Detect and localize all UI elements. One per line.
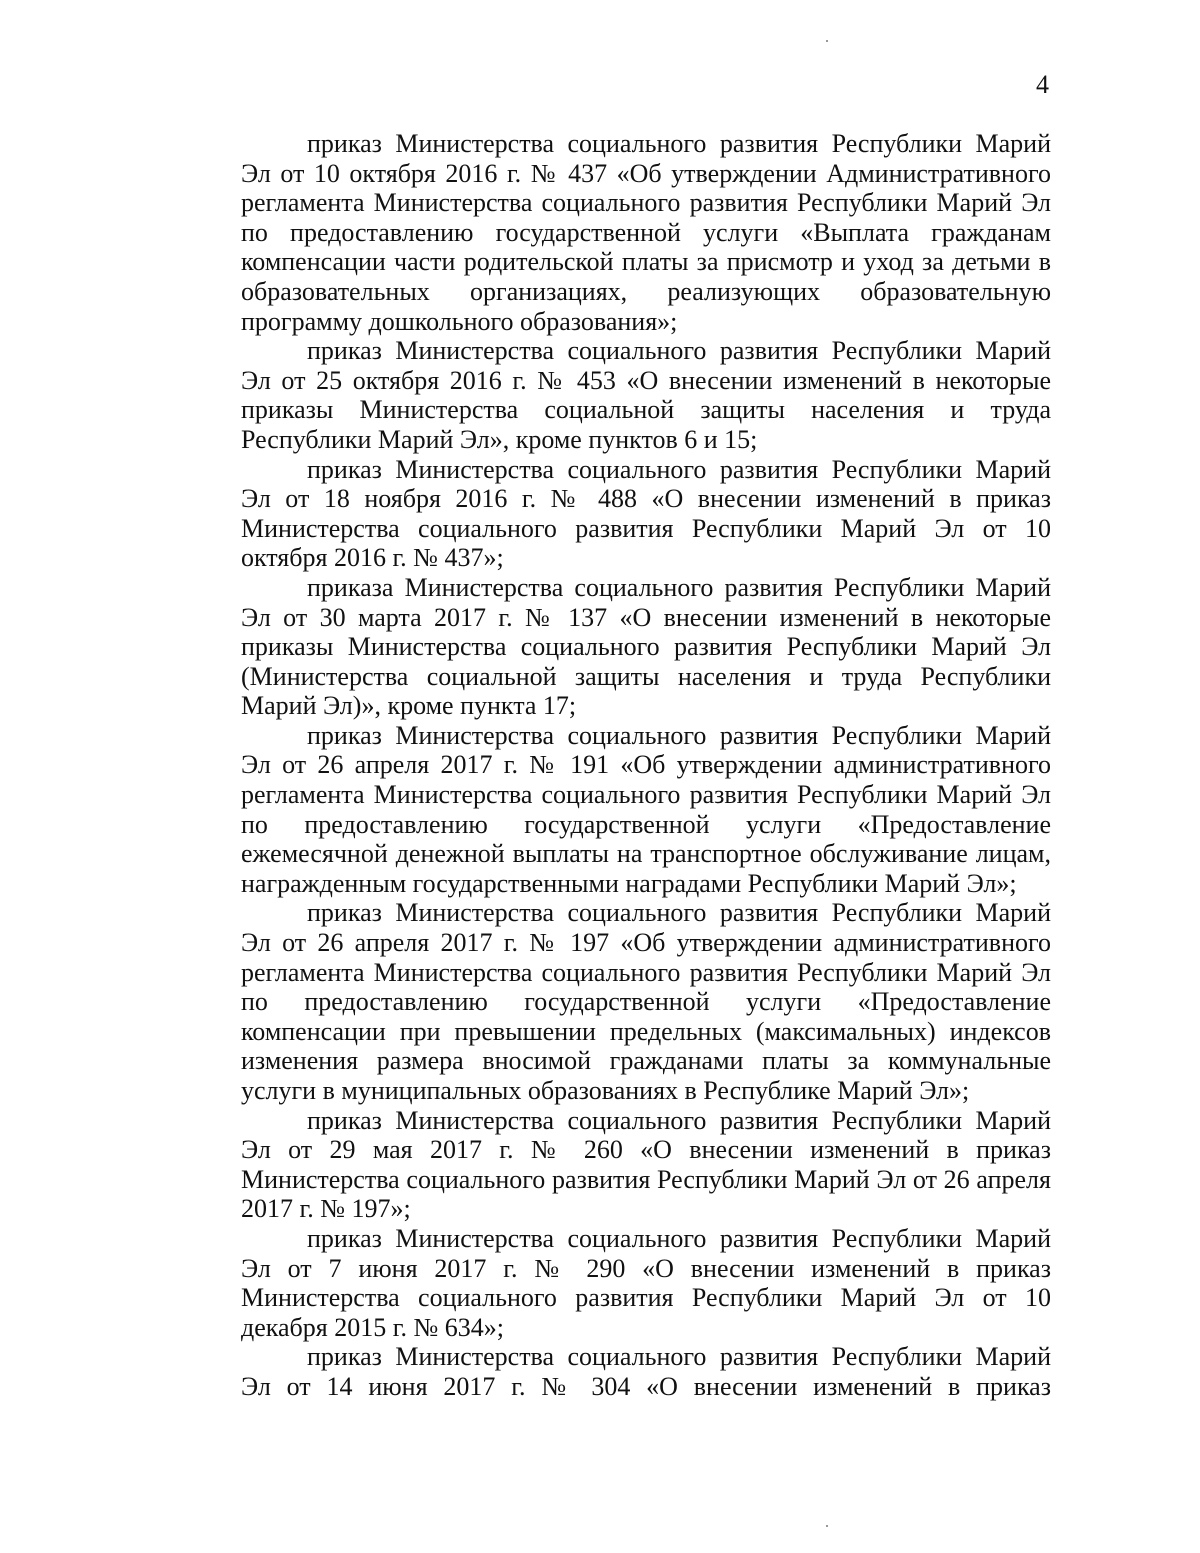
paragraph-order-137: приказа Министерства социального развития Республики Марий Эл от 30 марта 2017 г. № 137 «О внесении изменений в некоторые приказы Министерства социального развития Республики Марий Эл (Министерства социальной защиты населения и труда Республики Марий Эл)», кроме пункта 17; [241,572,1051,721]
page-number: 4 [1036,70,1049,99]
scan-speck [826,1525,828,1527]
paragraph-order-191: приказ Министерства социального развития Республики Марий Эл от 26 апреля 2017 г. № 191 «Об утверждении административного регламента Министерства социального развития Республики Марий Эл по предоставлению государственной услуги «Предоставление ежемесячной денежной выплаты на транспортное обслуживание лицам, награжденным государственными наградами Республики Марий Эл»; [241,720,1051,898]
scan-speck [826,40,828,42]
paragraph-order-304: приказ Министерства социального развития Республики Марий Эл от 14 июня 2017 г. № 304 «О внесении изменений в приказ [241,1342,1051,1401]
paragraph-order-290: приказ Министерства социального развития Республики Марий Эл от 7 июня 2017 г. № 290 «О внесении изменений в приказ Министерства социального развития Республики Марий Эл от 10 декабря 2015 г. № 634»; [241,1223,1051,1342]
paragraph-order-488: приказ Министерства социального развития Республики Марий Эл от 18 ноября 2016 г. № 488 «О внесении изменений в приказ Министерства социального развития Республики Марий Эл от 10 октября 2016 г. № 437»; [241,454,1051,573]
document-body [241,129,1051,1402]
paragraph-order-453: приказ Министерства социального развития Республики Марий Эл от 25 октября 2016 г. № 453 «О внесении изменений в некоторые приказы Министерства социальной защиты населения и труда Республики Марий Эл», кроме пунктов 6 и 15; [241,336,1051,454]
paragraph-order-437: приказ Министерства социального развития Республики Марий Эл от 10 октября 2016 г. № 437 «Об утверждении Административного регламента Министерства социального развития Республики Марий Эл по предоставлению государственной услуги «Выплата гражданам компенсации части родительской платы за присмотр и уход за детьми в образовательных организациях, реализующих образовательную программу дошкольного образования»; [241,129,1051,336]
paragraph-order-197: приказ Министерства социального развития Республики Марий Эл от 26 апреля 2017 г. № 197 «Об утверждении административного регламента Министерства социального развития Республики Марий Эл по предоставлению государственной услуги «Предоставление компенсации при превышении предельных (максимальных) индексов изменения размера вносимой гражданами платы за коммунальные услуги в муниципальных образованиях в Республике Марий Эл»; [241,898,1051,1105]
paragraph-order-260: приказ Министерства социального развития Республики Марий Эл от 29 мая 2017 г. № 260 «О внесении изменений в приказ Министерства социального развития Республики Марий Эл от 26 апреля 2017 г. № 197»; [241,1105,1051,1224]
